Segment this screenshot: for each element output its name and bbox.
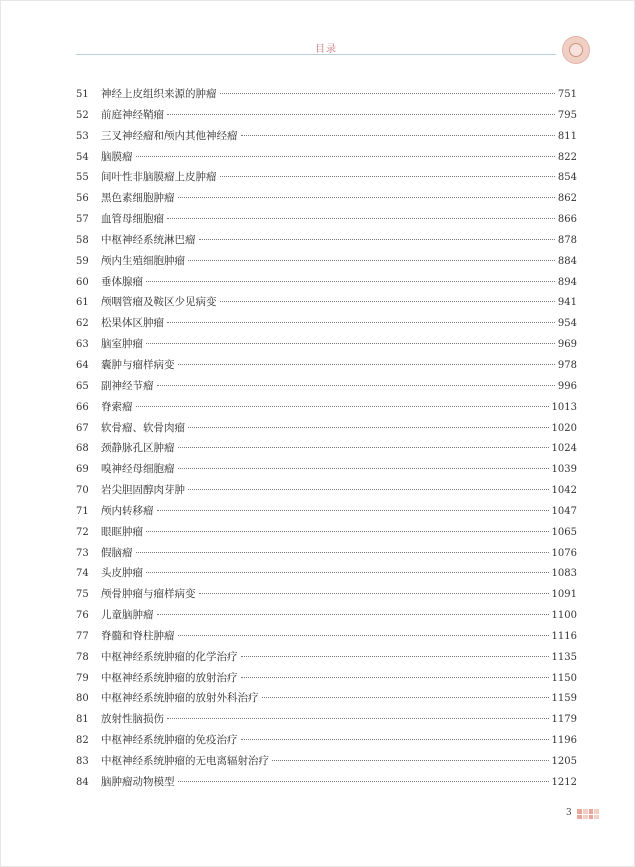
toc-dot-leader [136, 406, 549, 407]
toc-entry[interactable] [76, 501, 577, 522]
toc-dot-leader [178, 781, 549, 782]
toc-chapter-title: 副神经节瘤 [101, 379, 154, 392]
toc-chapter-title: 头皮肿瘤 [101, 567, 143, 580]
toc-page-number: 1116 [551, 630, 577, 642]
toc-chapter-number: 84 [76, 776, 89, 788]
toc-entry[interactable] [76, 647, 577, 668]
toc-dot-leader [136, 156, 555, 157]
toc-dot-leader [188, 260, 555, 261]
toc-dot-leader [272, 760, 549, 761]
toc-entry[interactable] [76, 292, 577, 313]
toc-entry[interactable] [76, 84, 577, 105]
toc-chapter-title: 中枢神经系统肿瘤的放射治疗 [101, 671, 238, 684]
toc-entry[interactable] [76, 668, 577, 689]
toc-entry[interactable] [76, 251, 577, 272]
toc-dot-leader [178, 197, 555, 198]
table-of-contents [76, 84, 577, 793]
toc-chapter-title: 神经上皮组织来源的肿瘤 [101, 88, 217, 100]
toc-dot-leader [262, 697, 549, 698]
toc-chapter-title: 脑膜瘤 [101, 150, 133, 163]
toc-dot-leader [188, 427, 549, 428]
toc-entry[interactable] [76, 709, 577, 730]
toc-chapter-title: 前庭神经鞘瘤 [101, 108, 164, 121]
toc-entry[interactable] [76, 563, 577, 584]
toc-dot-leader [199, 593, 549, 594]
toc-entry[interactable] [76, 376, 577, 397]
toc-chapter-number: 55 [76, 172, 89, 184]
toc-dot-leader [220, 176, 555, 177]
toc-page-number: 1047 [551, 505, 577, 517]
toc-page-number: 811 [557, 130, 577, 142]
toc-chapter-number: 78 [76, 651, 89, 663]
toc-dot-leader [241, 656, 549, 657]
toc-dot-leader [146, 531, 549, 532]
toc-entry[interactable] [76, 626, 577, 647]
toc-entry[interactable] [76, 209, 577, 230]
toc-dot-leader [220, 301, 555, 302]
toc-page-number: 1159 [551, 693, 577, 705]
toc-entry[interactable] [76, 730, 577, 751]
page-header [76, 38, 576, 62]
toc-chapter-number: 81 [76, 714, 89, 726]
toc-entry[interactable] [76, 334, 577, 355]
toc-page-number: 1020 [551, 422, 577, 434]
page-number: 3 [566, 808, 572, 818]
toc-chapter-title: 脊索瘤 [101, 400, 133, 413]
toc-dot-leader [157, 614, 549, 615]
toc-entry[interactable] [76, 105, 577, 126]
toc-page-number: 969 [557, 339, 577, 351]
toc-chapter-title: 中枢神经系统肿瘤的放射外科治疗 [101, 692, 259, 705]
toc-chapter-title: 中枢神经系统肿瘤的化学治疗 [101, 650, 238, 663]
toc-chapter-title: 岩尖胆固醇肉芽肿 [101, 484, 185, 497]
toc-chapter-title: 放射性脑损伤 [101, 713, 164, 726]
toc-chapter-title: 软骨瘤、软骨肉瘤 [101, 421, 185, 434]
toc-dot-leader [178, 447, 549, 448]
toc-entry[interactable] [76, 167, 577, 188]
toc-page-number: 941 [557, 297, 577, 309]
toc-chapter-number: 73 [76, 547, 89, 559]
toc-dot-leader [241, 135, 555, 136]
toc-entry[interactable] [76, 751, 577, 772]
toc-chapter-number: 76 [76, 610, 89, 622]
toc-page-number: 866 [557, 214, 577, 226]
toc-chapter-title: 间叶性非脑膜瘤上皮肿瘤 [101, 171, 217, 184]
toc-chapter-number: 58 [76, 234, 89, 246]
toc-chapter-title: 假脑瘤 [101, 546, 133, 559]
toc-page-number: 1065 [551, 526, 577, 538]
logo-icon [562, 36, 590, 64]
toc-dot-leader [167, 322, 555, 323]
toc-dot-leader [199, 239, 555, 240]
toc-dot-leader [188, 489, 549, 490]
toc-chapter-number: 65 [76, 380, 89, 392]
toc-chapter-title: 中枢神经系统肿瘤的无电离辐射治疗 [101, 755, 269, 767]
toc-page-number: 1179 [551, 714, 577, 726]
toc-page-number: 996 [557, 380, 577, 392]
toc-chapter-number: 82 [76, 735, 89, 747]
toc-dot-leader [146, 572, 549, 573]
toc-entry[interactable] [76, 688, 577, 709]
toc-chapter-title: 眼眶肿瘤 [101, 525, 143, 538]
toc-page-number: 954 [557, 318, 577, 330]
toc-chapter-number: 61 [76, 297, 89, 309]
toc-chapter-title: 颅内生殖细胞肿瘤 [101, 254, 185, 267]
toc-page-number: 1042 [551, 485, 577, 497]
toc-page-number: 854 [557, 172, 577, 184]
toc-chapter-number: 53 [76, 130, 89, 142]
toc-chapter-number: 68 [76, 443, 89, 455]
toc-chapter-title: 垂体腺瘤 [101, 275, 143, 288]
toc-dot-leader [220, 93, 555, 94]
toc-page-number: 1083 [551, 568, 577, 580]
toc-page-number: 1091 [551, 589, 577, 601]
toc-entry[interactable] [76, 355, 577, 376]
toc-page-number: 1205 [551, 756, 577, 767]
toc-page-number: 1039 [551, 464, 577, 476]
toc-chapter-title: 三叉神经瘤和颅内其他神经瘤 [101, 129, 238, 142]
toc-chapter-title: 囊肿与瘤样病变 [101, 358, 175, 371]
toc-entry[interactable] [76, 397, 577, 418]
toc-chapter-number: 51 [76, 89, 89, 100]
toc-entry[interactable] [76, 126, 577, 147]
toc-entry[interactable] [76, 522, 577, 543]
toc-dot-leader [178, 468, 549, 469]
toc-entry[interactable] [76, 459, 577, 480]
header-title: 目录 [315, 44, 337, 55]
header-divider [76, 54, 556, 55]
toc-page-number: 1150 [551, 672, 577, 684]
toc-entry[interactable] [76, 272, 577, 293]
toc-page-number: 978 [557, 359, 577, 371]
toc-chapter-number: 54 [76, 151, 89, 163]
toc-chapter-number: 75 [76, 589, 89, 601]
toc-chapter-title: 脑室肿瘤 [101, 338, 143, 351]
toc-chapter-title: 血管母细胞瘤 [101, 213, 164, 226]
toc-chapter-number: 60 [76, 276, 89, 288]
toc-chapter-title: 脑肿瘤动物模型 [101, 775, 175, 788]
toc-page-number: 1196 [551, 735, 577, 747]
toc-chapter-number: 70 [76, 485, 89, 497]
toc-dot-leader [146, 343, 555, 344]
toc-chapter-number: 52 [76, 109, 89, 121]
toc-chapter-title: 儿童脑肿瘤 [101, 609, 154, 622]
toc-chapter-title: 嗅神经母细胞瘤 [101, 463, 175, 476]
toc-page-number: 1024 [551, 443, 577, 455]
toc-chapter-number: 83 [76, 756, 89, 767]
toc-dot-leader [241, 677, 549, 678]
toc-entry[interactable] [76, 772, 577, 793]
toc-chapter-number: 62 [76, 318, 89, 330]
toc-page-number: 884 [557, 255, 577, 267]
toc-page-number: 751 [557, 89, 577, 100]
toc-chapter-title: 颅内转移瘤 [101, 504, 154, 517]
toc-chapter-number: 64 [76, 359, 89, 371]
toc-entry[interactable] [76, 543, 577, 564]
toc-dot-leader [241, 739, 549, 740]
toc-chapter-title: 中枢神经系统肿瘤的免疫治疗 [101, 734, 238, 747]
toc-chapter-number: 79 [76, 672, 89, 684]
toc-chapter-number: 57 [76, 214, 89, 226]
toc-page-number: 795 [557, 109, 577, 121]
toc-page-number: 878 [557, 234, 577, 246]
toc-dot-leader [157, 510, 549, 511]
toc-page-number: 862 [557, 193, 577, 205]
toc-chapter-title: 黑色素细胞肿瘤 [101, 192, 175, 205]
toc-chapter-number: 56 [76, 193, 89, 205]
toc-entry[interactable] [76, 418, 577, 439]
toc-chapter-title: 颅骨肿瘤与瘤样病变 [101, 588, 196, 601]
toc-page-number: 1135 [551, 651, 577, 663]
toc-page-number: 894 [557, 276, 577, 288]
toc-entry[interactable] [76, 438, 577, 459]
toc-dot-leader [178, 635, 549, 636]
toc-dot-leader [167, 114, 555, 115]
toc-dot-leader [167, 718, 549, 719]
toc-dot-leader [178, 364, 555, 365]
toc-entry[interactable] [76, 480, 577, 501]
toc-chapter-number: 74 [76, 568, 89, 580]
toc-page-number: 822 [557, 151, 577, 163]
toc-chapter-title: 脊髓和脊柱肿瘤 [101, 629, 175, 642]
toc-chapter-number: 67 [76, 422, 89, 434]
toc-dot-leader [167, 218, 555, 219]
toc-chapter-number: 66 [76, 401, 89, 413]
toc-dot-leader [146, 281, 555, 282]
toc-entry[interactable] [76, 313, 577, 334]
toc-chapter-number: 77 [76, 630, 89, 642]
footer-decoration-icon [577, 809, 599, 819]
toc-chapter-number: 59 [76, 255, 89, 267]
toc-chapter-number: 72 [76, 526, 89, 538]
toc-dot-leader [157, 385, 555, 386]
toc-entry[interactable] [76, 584, 577, 605]
toc-chapter-title: 松果体区肿瘤 [101, 317, 164, 330]
toc-chapter-title: 中枢神经系统淋巴瘤 [101, 233, 196, 246]
toc-page-number: 1100 [551, 610, 577, 622]
toc-entry[interactable] [76, 188, 577, 209]
toc-chapter-title: 颈静脉孔区肿瘤 [101, 442, 175, 455]
toc-entry[interactable] [76, 605, 577, 626]
toc-chapter-number: 71 [76, 505, 89, 517]
toc-chapter-number: 63 [76, 339, 89, 351]
toc-page-number: 1076 [551, 547, 577, 559]
toc-page-number: 1013 [551, 401, 577, 413]
toc-chapter-title: 颅咽管瘤及鞍区少见病变 [101, 296, 217, 309]
toc-page-number: 1212 [551, 776, 577, 788]
toc-entry[interactable] [76, 230, 577, 251]
toc-chapter-number: 80 [76, 693, 89, 705]
toc-entry[interactable] [76, 147, 577, 168]
toc-chapter-number: 69 [76, 464, 89, 476]
toc-dot-leader [136, 552, 549, 553]
